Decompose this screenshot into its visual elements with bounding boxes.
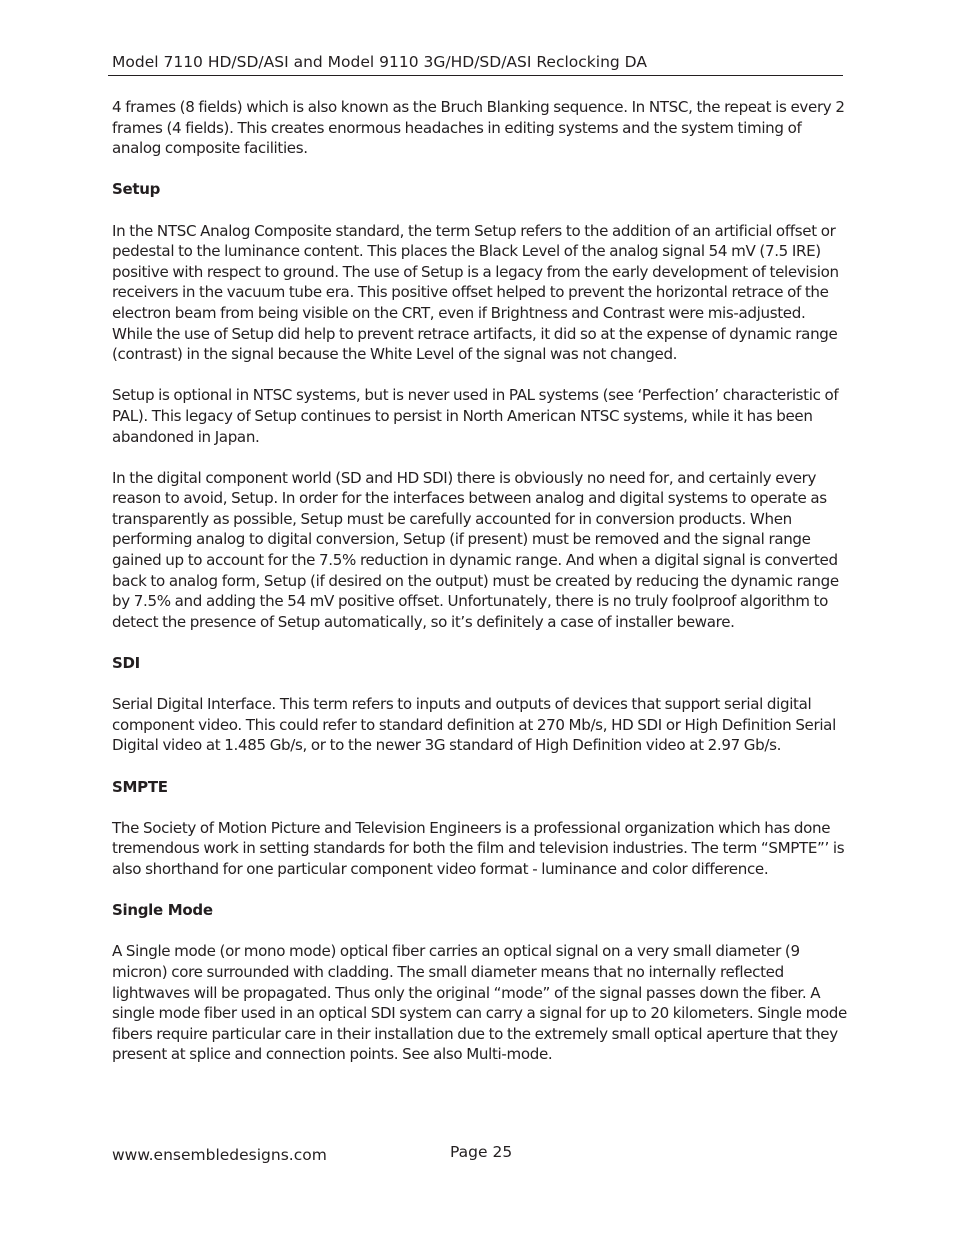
page-body [112, 97, 847, 1086]
section-heading-sdi: SDI [112, 654, 140, 673]
smpte-paragraph: The Society of Motion Picture and Television Engineers is a professional organization which has done tremendous work in setting standards for both the film and television industries. The term “SMPTE”’ is also shorthand for one particular component video format - luminance and color difference. [112, 818, 845, 878]
header-rule [108, 75, 843, 76]
running-header: Model 7110 HD/SD/ASI and Model 9110 3G/HD/SD/ASI Reclocking DA [112, 53, 647, 71]
footer-website-link[interactable]: www.ensembledesigns.com [112, 1146, 327, 1164]
page-number: Page 25 [450, 1143, 513, 1161]
single-mode-paragraph: A Single mode (or mono mode) optical fiber carries an optical signal on a very small diameter (9 micron) core surrounded with cladding. The small diameter means that no internally reflected lightwaves will be propagated. Thus only the original “mode” of the signal passes down the fiber. A single mode fiber used in an optical SDI system can carry a signal for up to 20 kilometers. Single mode fibers require particular care in their installation due to the extremely small optical aperture that they present at splice and connection points. See also Multi-mode. [112, 942, 847, 1064]
section-heading-single-mode: Single Mode [112, 901, 213, 920]
sdi-paragraph: Serial Digital Interface. This term refers to inputs and outputs of devices that support serial digital component video. This could refer to standard definition at 270 Mb/s, HD SDI or High Definition Serial Digital video at 1.485 Gb/s, or to the newer 3G standard of High Definition video at 2.97 Gb/s. [112, 695, 836, 755]
intro-paragraph: 4 frames (8 fields) which is also known as the Bruch Blanking sequence. In NTSC, the repeat is every 2 frames (4 fields). This creates enormous headaches in editing systems and the system timing of analog composite facilities. [112, 98, 845, 158]
setup-paragraph-1: In the NTSC Analog Composite standard, the term Setup refers to the addition of an artificial offset or pedestal to the luminance content. This places the Black Level of the analog signal 54 mV (7.5 IRE) positive with respect to ground. The use of Setup is a legacy from the early development of television receivers in the vacuum tube era. This positive offset helped to prevent the horizontal retrace of the electron beam from being visible on the CRT, even if Brightness and Contrast were mis-adjusted. While the use of Setup did help to prevent retrace artifacts, it did so at the expense of dynamic range (contrast) in the signal because the White Level of the signal was not changed. [112, 221, 839, 364]
section-heading-setup: Setup [112, 180, 161, 199]
setup-paragraph-3: In the digital component world (SD and HD SDI) there is obviously no need for, and certainly every reason to avoid, Setup. In order for the interfaces between analog and digital systems to operate as transparently as possible, Setup must be carefully accounted for in conversion products. When performing analog to digital conversion, Setup (if present) must be removed and the signal range gained up to account for the 7.5% reduction in dynamic range. And when a digital signal is converted back to analog form, Setup (if desired on the output) must be created by reducing the dynamic range by 7.5% and adding the 54 mV positive offset. Unfortunately, there is no truly foolproof algorithm to detect the presence of Setup automatically, so it’s definitely a case of installer beware. [112, 468, 839, 631]
setup-paragraph-2: Setup is optional in NTSC systems, but is never used in PAL systems (see ‘Perfection’ characteristic of PAL). This legacy of Setup continues to persist in North American NTSC systems, while it has been abandoned in Japan. [112, 386, 839, 446]
section-heading-smpte: SMPTE [112, 777, 168, 796]
